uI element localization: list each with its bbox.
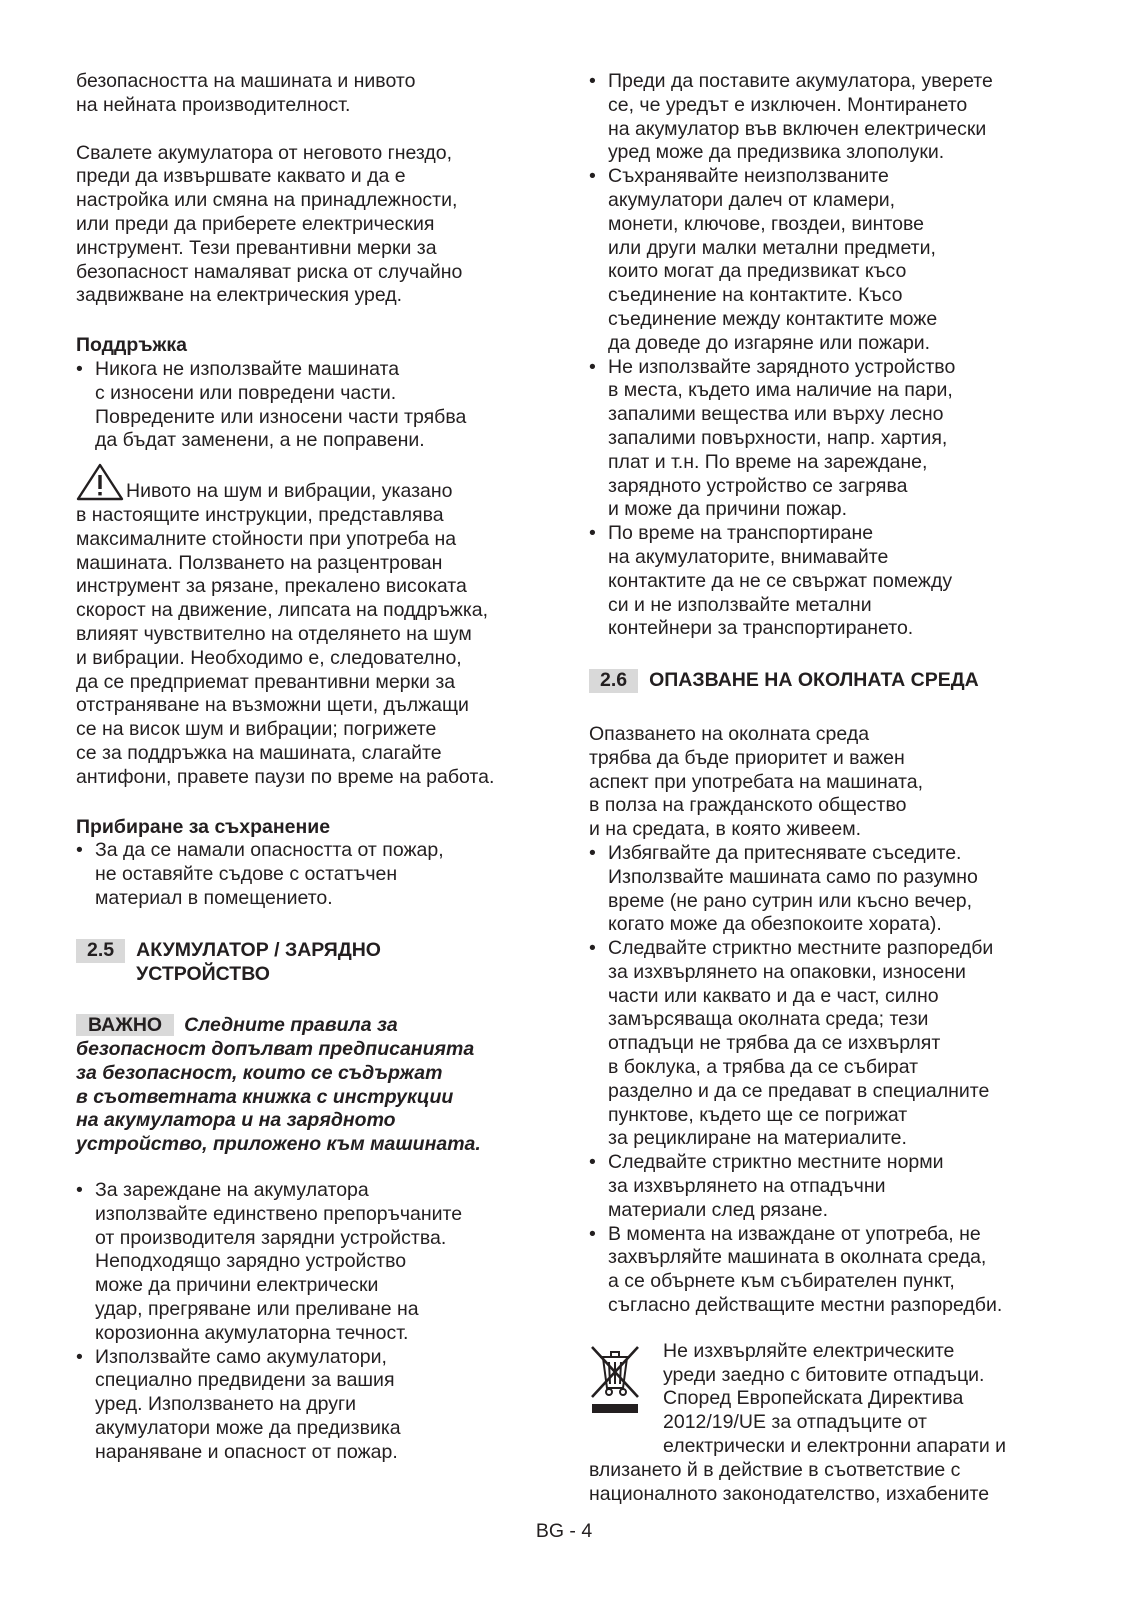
weee-notice: Не изхвърляйте електрическите уреди заедно с битовите отпадъци. Според Европейската Директива 2012/19/UE за отпадъците от електрически и електронни апарати и влизането й в действие в съответствие с националното законодателство, изхабените: [589, 1339, 1007, 1505]
section-number: 2.6: [589, 669, 638, 693]
list-item: • Преди да поставите акумулатора, уверете се, че уредът е изключен. Монтирането на акумулатор във включен електрически уред може да предизвика злополуки.: [589, 70, 1064, 165]
section-number: 2.5: [76, 939, 125, 963]
battery-list: [76, 1179, 546, 1465]
battery-removal-paragraph: Свалете акумулатора от неговото гнездо, преди да извършвате каквато и да е настройка или смяна на принадлежности, или преди да приберете електрическия инструмент. Тези превантивни мерки за безопасност намаляват риска от случайно задвижване на електрическия уред.: [76, 141, 463, 307]
environment-list: [589, 842, 1064, 1318]
list-item: • Следвайте стриктно местните норми за изхвърлянето на отпадъчни материали след рязане.: [589, 1151, 1064, 1222]
page-number: BG - 4: [535, 1520, 593, 1542]
storage-list: [76, 839, 546, 910]
list-item: • Съхранявайте неизползваните акумулатори далеч от кламери, монети, ключове, гвоздеи, винтове или други малки метални предмети, които могат да предизвикат късо съединение на контактите. Късо съединение между контактите може да доведе до изгаряне или пожари.: [589, 165, 1064, 355]
section-title: ОПАЗВАНЕ НА ОКОЛНАТА СРЕДА: [649, 669, 979, 692]
list-item: • За зареждане на акумулатора използвайте единствено препоръчаните от производителя зарядни устройства. Неподходящо зарядно устройство може да причини електрически удар, прегряване или преливане на корозионна акумулаторна течност.: [76, 1179, 546, 1346]
list-item: • Никога не използвайте машината с износени или повредени части. Повредените или износени части трябва да бъдат заменени, а не поправени.: [76, 358, 546, 453]
maintenance-subheading: Поддръжка: [76, 334, 187, 357]
list-item: • По време на транспортиране на акумулаторите, внимавайте контактите да не се свържат помежду си и не използвайте метални контейнери за транспортирането.: [589, 522, 1064, 641]
warning-triangle-icon: [76, 463, 124, 501]
important-note: ВАЖНО Следните правила за безопасност допълват предписанията за безопасност, които се съдържат в съответната книжка с инструкции на акумулатора и на зарядното устройство, приложено към машината.: [76, 1014, 481, 1156]
list-item: • Използвайте само акумулатори, специално предвидени за вашия уред. Използването на други акумулатори може да предизвика нараняване и опасност от пожар.: [76, 1346, 546, 1465]
left-column: [76, 70, 546, 1465]
battery-safety-list: [589, 70, 1064, 641]
list-item: • В момента на изваждане от употреба, не захвърляйте машината в околната среда, а се обърнете към събирателен пункт, съгласно действащите местни разпоредби.: [589, 1223, 1064, 1318]
list-item: • Следвайте стриктно местните разпоредби за изхвърлянето на опаковки, износени части или каквато и да е част, силно замърсяваща околната среда; тези отпадъци не трябва да се изхвърлят в боклука, а трябва да се събират разделно и да се предават в специалните пунктове, където ще се погрижат за рециклиране на материалите.: [589, 937, 1064, 1151]
section-heading-2-6: [589, 669, 1064, 693]
noise-paragraph: Нивото на шум и вибрации, указано в настоящите инструкции, представлява максималните стойности при употреба на машината. Ползването на разцентрован инструмент за рязане, прекалено високата скорост на движение, липсата на поддръжка, влияят чувствително на отделянето на шум и вибрации. Необходимо е, следователно, да се предприемат превантивни мерки за отстраняване на възможни щети, дължащи се на висок шум и вибрации; погрижете се за поддръжка на машината, слагайте антифони, правете паузи по време на работа.: [76, 463, 546, 789]
section-heading-2-5: [76, 939, 546, 987]
crossed-out-bin-icon: [589, 1342, 641, 1414]
intro-paragraph: безопасността на машината и нивото на нейната производителност.: [76, 70, 416, 116]
list-item: • За да се намали опасността от пожар, не оставяйте съдове с остатъчен материал в помещението.: [76, 839, 546, 910]
list-item: • Избягвайте да притеснявате съседите. Използвайте машината само по разумно време (не рано сутрин или късно вечер, когато може да обезпокоите хората).: [589, 842, 1064, 937]
section-title: АКУМУЛАТОР / ЗАРЯДНО УСТРОЙСТВО: [136, 938, 381, 985]
list-item: • Не използвайте зарядното устройство в места, където има наличие на пари, запалими вещества или върху лесно запалими повърхности, напр. хартия, плат и т.н. По време на зареждане, зарядното устройство се загрява и може да причини пожар.: [589, 356, 1064, 523]
important-badge: ВАЖНО: [76, 1014, 174, 1036]
right-column: [589, 70, 1064, 1506]
maintenance-list: [76, 358, 546, 453]
environment-intro: Опазването на околната среда трябва да бъде приоритет и важен аспект при употребата на машината, в полза на гражданското общество и на средата, в която живеем.: [589, 722, 924, 841]
storage-subheading: Прибиране за съхранение: [76, 815, 331, 838]
